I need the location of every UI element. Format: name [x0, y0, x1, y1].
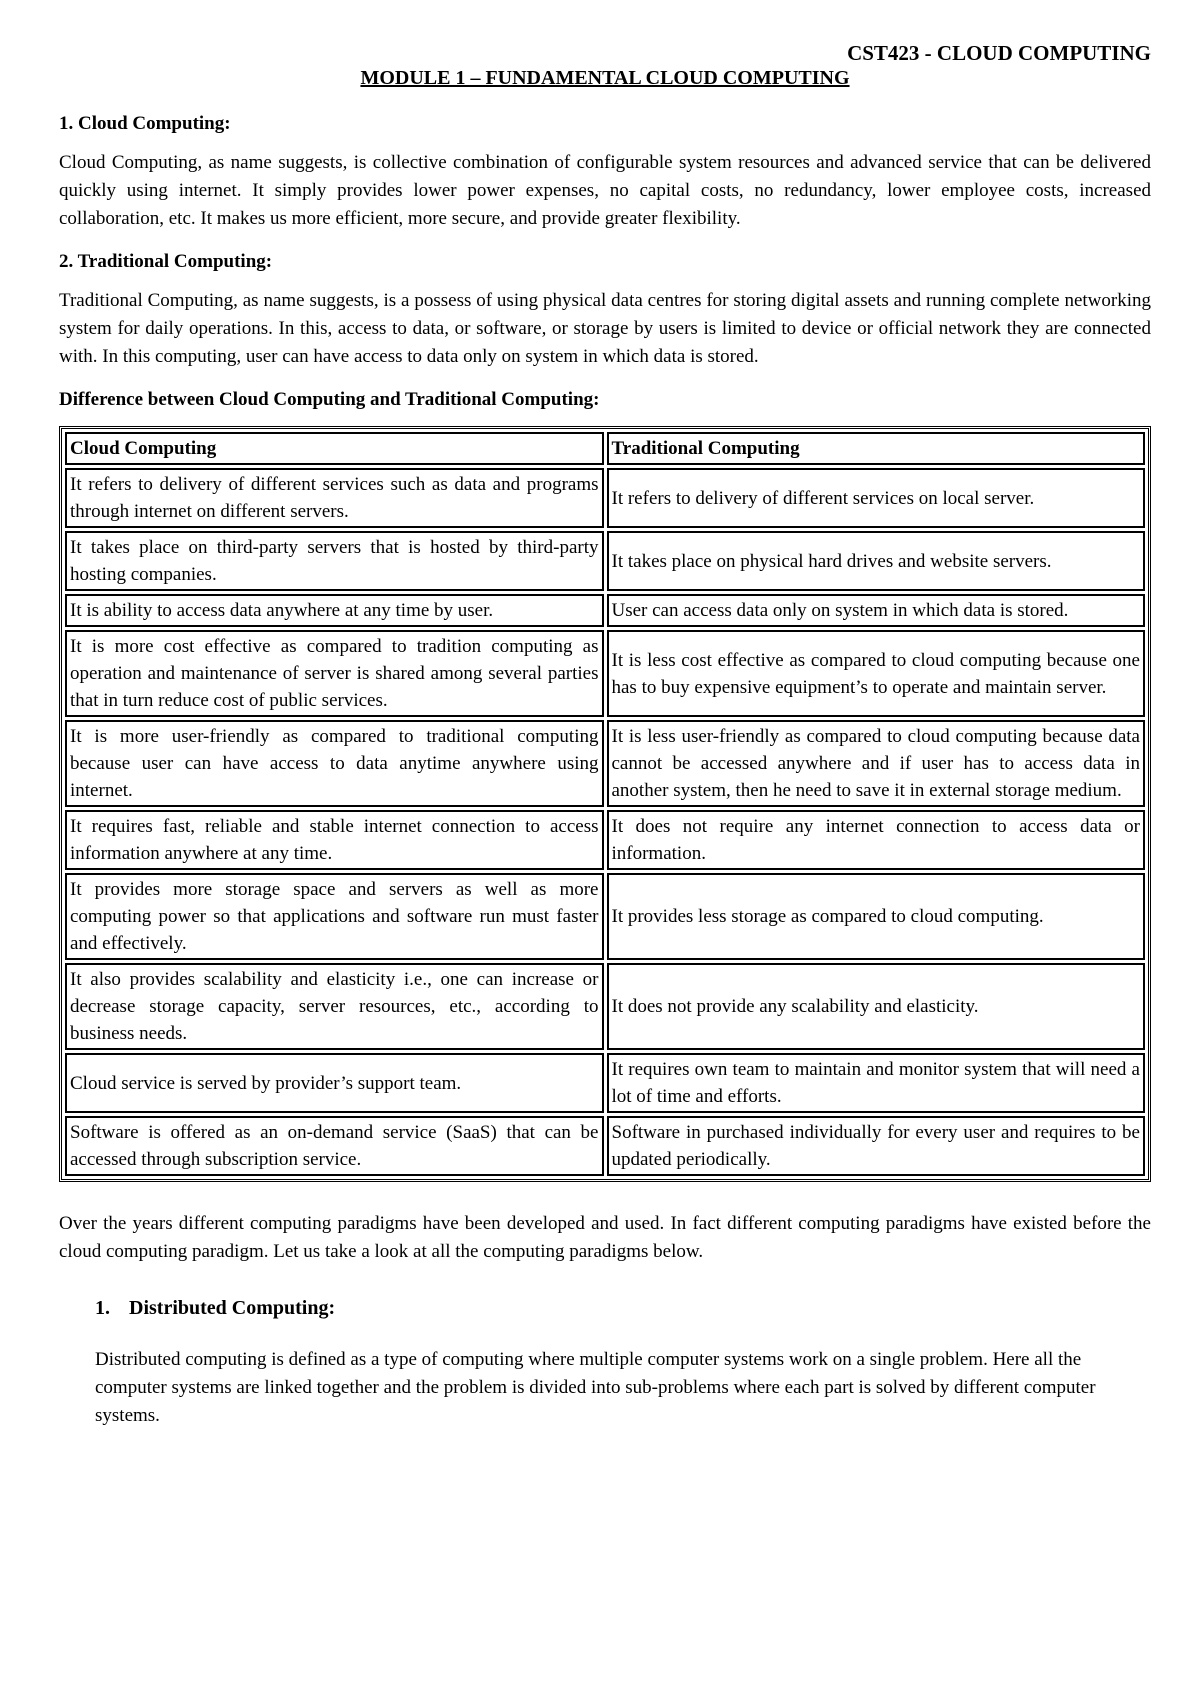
table-row [65, 1116, 1145, 1176]
section-heading-traditional: 2. Traditional Computing: [59, 251, 273, 272]
table-cell-traditional: It is less user-friendly as compared to cloud computing because data cannot be accessed anywhere and if user has to access data in another system, then he need to save it in external storage medium. [607, 720, 1146, 807]
section-body-cloud: Cloud Computing, as name suggests, is collective combination of configurable system resources and advanced service that can be delivered quickly using internet. It simply provides lower power expenses, no capital costs, no redundancy, lower employee costs, increased collaboration, etc. It makes us more efficient, more secure, and provide greater flexibility. [59, 152, 1151, 229]
table-row [65, 594, 1145, 627]
table-cell-traditional: It provides less storage as compared to cloud computing. [607, 873, 1146, 960]
table-row [65, 873, 1145, 960]
table-cell-cloud: It refers to delivery of different services such as data and programs through internet on different servers. [65, 468, 604, 528]
table-cell-traditional: Software in purchased individually for every user and requires to be updated periodically. [607, 1116, 1146, 1176]
difference-heading: Difference between Cloud Computing and Traditional Computing: [59, 389, 600, 410]
paradigms-intro: Over the years different computing paradigms have been developed and used. In fact different computing paradigms have existed before the cloud computing paradigm. Let us take a look at all the computing paradigms below. [59, 1213, 1151, 1262]
table-row [65, 1053, 1145, 1113]
table-cell-traditional: It does not require any internet connection to access data or information. [607, 810, 1146, 870]
distributed-heading-text: Distributed Computing: [129, 1297, 336, 1319]
table-header-row [65, 432, 1145, 465]
distributed-heading-number: 1. [95, 1297, 110, 1319]
table-header-cloud: Cloud Computing [65, 432, 604, 465]
table-cell-cloud: It requires fast, reliable and stable internet connection to access information anywhere at any time. [65, 810, 604, 870]
table-row [65, 810, 1145, 870]
table-cell-cloud: It is ability to access data anywhere at any time by user. [65, 594, 604, 627]
document-page [59, 40, 1151, 1430]
table-cell-traditional: It does not provide any scalability and elasticity. [607, 963, 1146, 1050]
table-cell-traditional: It requires own team to maintain and monitor system that will need a lot of time and efforts. [607, 1053, 1146, 1113]
section-heading-cloud: 1. Cloud Computing: [59, 113, 231, 134]
course-header: CST423 - CLOUD COMPUTING [847, 41, 1151, 65]
table-cell-cloud: It is more user-friendly as compared to traditional computing because user can have access to data anytime anywhere using internet. [65, 720, 604, 807]
table-cell-traditional: It is less cost effective as compared to cloud computing because one has to buy expensive equipment’s to operate and maintain server. [607, 630, 1146, 717]
table-cell-cloud: Software is offered as an on-demand service (SaaS) that can be accessed through subscription service. [65, 1116, 604, 1176]
table-row [65, 468, 1145, 528]
table-row [65, 963, 1145, 1050]
table-cell-traditional: It takes place on physical hard drives and website servers. [607, 531, 1146, 591]
table-cell-traditional: User can access data only on system in which data is stored. [607, 594, 1146, 627]
table-row [65, 720, 1145, 807]
distributed-body: Distributed computing is defined as a type of computing where multiple computer systems work on a single problem. Here all the computer systems are linked together and the problem is divided into sub-problems where each part is solved by different computer systems. [95, 1349, 1096, 1426]
table-row [65, 531, 1145, 591]
table-row [65, 630, 1145, 717]
section-body-traditional: Traditional Computing, as name suggests, is a possess of using physical data centres for storing digital assets and running complete networking system for daily operations. In this, access to data, or software, or storage by users is limited to device or official network they are connected with. In this computing, user can have access to data only on system in which data is stored. [59, 290, 1151, 367]
distributed-heading [95, 1296, 1151, 1320]
table-header-traditional: Traditional Computing [607, 432, 1146, 465]
table-cell-cloud: It also provides scalability and elasticity i.e., one can increase or decrease storage capacity, server resources, etc., according to business needs. [65, 963, 604, 1050]
table-cell-traditional: It refers to delivery of different services on local server. [607, 468, 1146, 528]
table-cell-cloud: Cloud service is served by provider’s support team. [65, 1053, 604, 1113]
comparison-table [59, 426, 1151, 1182]
module-title: MODULE 1 – FUNDAMENTAL CLOUD COMPUTING [360, 67, 850, 89]
table-cell-cloud: It is more cost effective as compared to tradition computing as operation and maintenance of server is shared among several parties that in turn reduce cost of public services. [65, 630, 604, 717]
table-cell-cloud: It takes place on third-party servers that is hosted by third-party hosting companies. [65, 531, 604, 591]
table-cell-cloud: It provides more storage space and servers as well as more computing power so that applications and software run must faster and effectively. [65, 873, 604, 960]
